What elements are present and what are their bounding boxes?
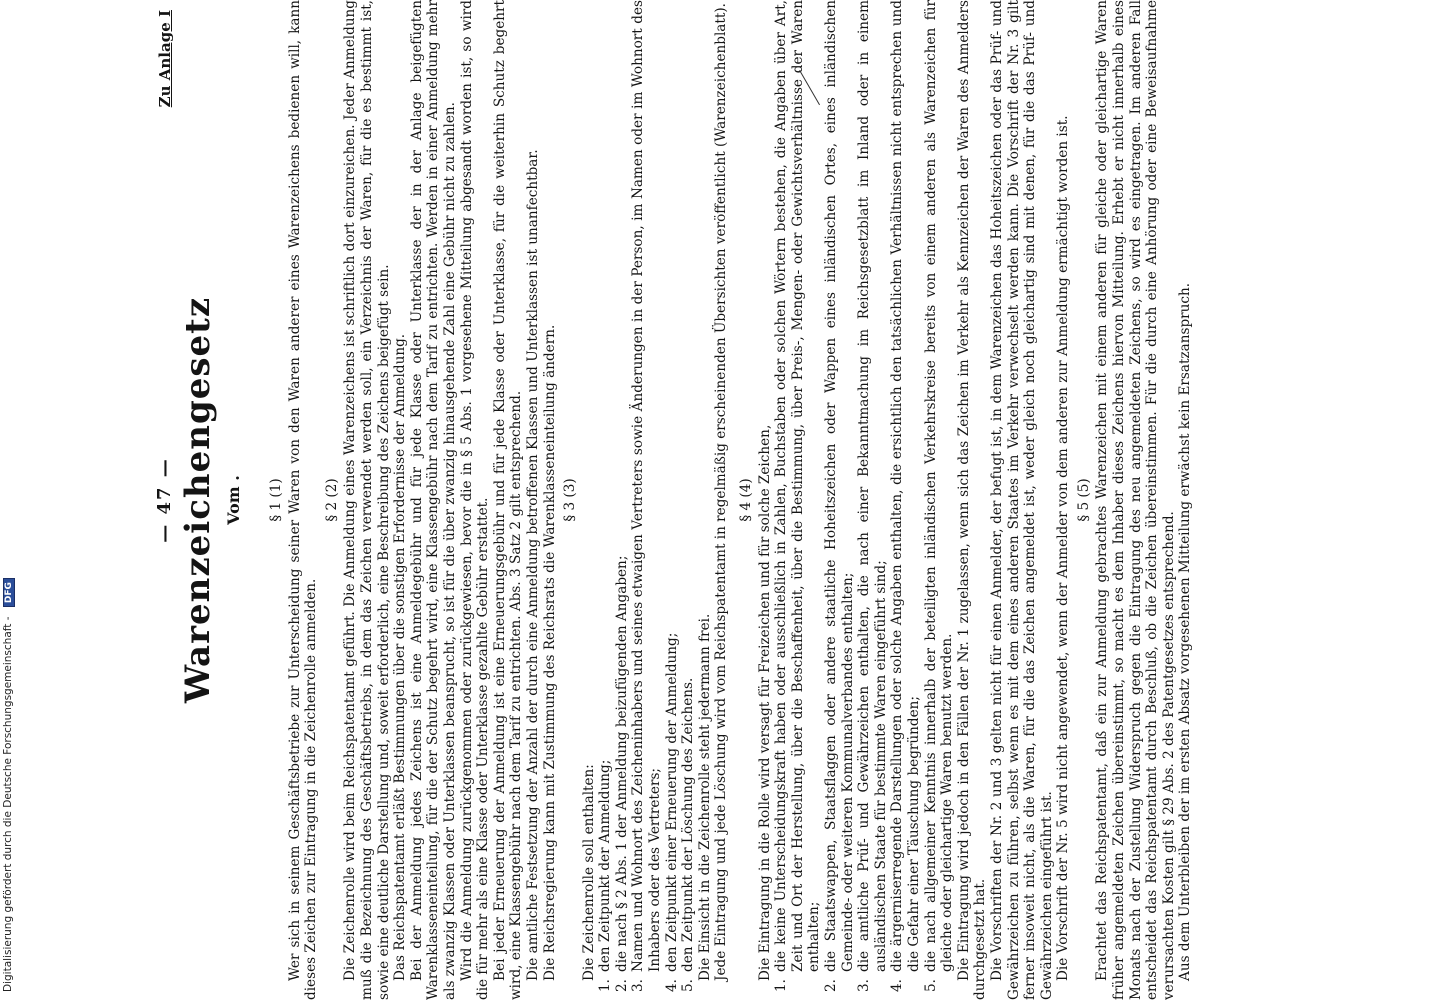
paragraph: Bei der Anmeldung jedes Zeichens ist eine Anmeldegebühr und für jede Klasse oder Unterklasse der in der Anlage beigefügten Warenklasseneinteilung, für die der Schutz begehrt wird, eine Klassengebühr nach dem Tarif zu entrichten. Werden in einer Anmeldung mehr als zwanzig Klassen oder Unterklassen beansprucht, so ist für die über zwanzig hinausgehende Zahl eine Gebühr nicht zu zahlen. (408, 0, 458, 1000)
dfg-logo: DFG (3, 578, 15, 607)
paragraph: Erachtet das Reichspatentamt, daß ein zur Anmeldung gebrachtes Warenzeichen mit einem anderen für gleiche oder gleichartige Waren früher angemeldeten Zeichen übereinstimmt, so macht es dem Inhaber dieses Zeichens hiervon Mitteilung. Erhebt er nicht innerhalb eines Monats nach der Zustellung Widerspruch gegen die Eintragung des neu angemeldeten Zeichens, so wird es eingetragen. Im anderen Fall entscheidet das Reichspatentamt durch Beschluß, ob die Zeichen übereinstimmen. Für die durch eine Anhörung oder eine Beweisaufnahme verursachten Kosten gilt § 29 Abs. 2 des Patentgesetzes entsprechend. (1094, 0, 1177, 1000)
paragraph: Das Reichspatentamt erläßt Bestimmungen über die sonstigen Erfordernisse der Anmeldung. (392, 333, 409, 981)
paragraph: Die amtliche Festsetzung der Anzahl der durch eine Anmeldung betroffenen Klassen und Unterklassen ist unanfechtbar. (524, 149, 541, 981)
paragraph: Die Vorschrift der Nr. 5 wird nicht angewendet, wenn der Anmelder von dem anderen zur Anmeldung ermächtigt worden ist. (1055, 115, 1072, 981)
paragraph: Wer sich in seinem Geschäftsbetriebe zur Unterscheidung seiner Waren von den Waren anderer eines Warenzeichens bedienen will, kann dieses Zeichen zur Eintragung in die Zeichenrolle anmelden. (286, 0, 320, 1000)
page-number: — 47 — (154, 457, 175, 543)
list-text: die ärgerniserregende Darstellungen oder solche Angaben enthalten, die ersichtlich den tatsächlichen Verhältnissen nicht entsprechen und die Gefahr einer Täuschung begründen; (889, 0, 922, 972)
section-heading: § 1 (1) (268, 478, 284, 522)
list-item (680, 0, 697, 992)
paragraph: Die Eintragung wird jedoch in den Fällen der Nr. 1 zugelassen, wenn sich das Zeichen im Verkehr als Kennzeichen der Waren des Anmelders durchgesetzt hat. (955, 0, 989, 1000)
law-title: Warenzeichengesetz (178, 296, 218, 704)
list-text: den Zeitpunkt einer Erneuerung der Anmeldung; (663, 632, 680, 972)
list-text: die keine Unterscheidungskraft haben oder ausschließlich in Zahlen, Buchstaben oder solchen Wörtern bestehen, die Angaben über Art, Zeit und Ort der Herstellung, über die Beschaffenheit, über die Bestimmung, über Preis-, Mengen- oder Gewichtsverhältnisse der Waren enthalten; (773, 0, 823, 972)
section-heading: § 2 (2) (323, 478, 340, 522)
paragraph: Wird die Anmeldung zurückgenommen oder zurückgewiesen, bevor die in § 5 Abs. 1 vorgesehene Mitteilung abgesandt worden ist, so wird die für mehr als eine Klasse oder Unterklasse gezahlte Gebühr erstattet. (458, 0, 492, 1000)
list-item (613, 0, 631, 992)
list-item (856, 0, 889, 992)
law-subtitle: Vom . (224, 475, 243, 525)
list-number: 4. (663, 979, 680, 992)
list-number: 2. (822, 979, 839, 992)
list-text: die amtliche Prüf- und Gewährzeichen enthalten, die nach einer Bekanntmachung im Reichsgesetzblatt im Inland oder in einem ausländischen Staate für bestimmte Waren eingeführt sind; (856, 0, 889, 972)
list-number: 3. (630, 979, 647, 992)
list-item (822, 0, 856, 992)
list-item (597, 0, 614, 992)
list-text: den Zeitpunkt der Löschung des Zeichens. (680, 677, 697, 972)
list-text: den Zeitpunkt der Anmeldung; (597, 759, 614, 972)
list-text: Namen und Wohnort des Zeicheninhabers und seines etwaigen Vertreters sowie Änderungen in der Person, im Namen oder im Wohnort des Inhabers oder des Vertreters; (630, 0, 664, 972)
paragraph: Die Reichsregierung kann mit Zustimmung des Reichsrats die Warenklasseneinteilung ändern. (541, 324, 558, 981)
paragraph: Die Zeichenrolle wird beim Reichspatentamt geführt. Die Anmeldung eines Warenzeichens ist schriftlich dort einzureichen. Jeder Anmeldung muß die Bezeichnung des Geschäftsbetriebs, in dem das Zeichen verwendet werden soll, ein Verzeichnis der Waren, für die es bestimmt ist, sowie eine deutliche Darstellung und, soweit erforderlich, eine Beschreibung des Zeichens beigefügt sein. (342, 0, 392, 1000)
list-item (630, 0, 664, 992)
paragraph: Die Zeichenrolle soll enthalten: (580, 764, 597, 981)
list-number: 1. (773, 979, 790, 992)
paragraph: Aus dem Unterbleiben der im ersten Absatz vorgesehenen Mitteilung erwächst kein Ersatzanspruch. (1177, 282, 1194, 981)
scanned-page (40, 0, 1434, 1000)
text-column-left (264, 0, 730, 1000)
digitization-notice (2, 2, 15, 992)
paragraph: Jede Eintragung und jede Löschung wird vom Reichspatentamt in regelmäßig erscheinenden Übersichten veröffentlicht (Warenzeichenblatt). (713, 3, 730, 981)
list-number: 1. (597, 979, 614, 992)
digitization-notice-text: Digitalisierung gefördert durch die Deutsche Forschungsgemeinschaft - (2, 616, 14, 992)
section-heading: § 5 (5) (1075, 478, 1092, 522)
paragraph: Bei jeder Erneuerung der Anmeldung ist eine Erneuerungsgebühr und für jede Klasse oder Unterklasse, für die weiterhin Schutz begehrt wird, eine Klassengebühr nach dem Tarif zu entrichten. Abs. 3 Satz 2 gilt entsprechend. (491, 0, 525, 1000)
paragraph: Die Eintragung in die Rolle wird versagt für Freizeichen und für solche Zeichen, (756, 424, 773, 981)
list-text: die nach allgemeiner Kenntnis innerhalb der beteiligten inländischen Verkehrskreise bereits von einem anderen als Warenzeichen für gleiche oder gleichartige Waren benutzt werden. (922, 0, 956, 972)
paragraph: Die Vorschriften der Nr. 2 und 3 gelten nicht für einen Anmelder, der befugt ist, in dem Warenzeichen das Hoheitszeichen oder das Prüf- und Gewährzeichen zu führen, selbst wenn es mit dem eines anderen Staates im Verkehr verwechselt werden kann. Die Vorschrift der Nr. 3 gilt ferner insoweit nicht, als die Waren, für die das Zeichen angemeldet ist, weder gleich noch gleichartig sind mit denen, für die das Prüf- und Gewährzeichen eingeführt ist. (988, 0, 1055, 1000)
list-text: die Staatswappen, Staatsflaggen oder andere staatliche Hoheitszeichen oder Wappen eines inländischen Ortes, eines inländischen Gemeinde- oder weiteren Kommunalverbandes enthalten; (822, 0, 856, 972)
list-number: 5. (922, 979, 939, 992)
section-heading: § 3 (3) (562, 478, 579, 522)
list-number: 2. (613, 979, 630, 992)
section-heading: § 4 (4) (738, 478, 754, 522)
list-number: 3. (856, 979, 873, 992)
page-header (154, 0, 264, 1000)
list-item (773, 0, 823, 992)
text-column-right (734, 0, 1194, 1000)
list-item (922, 0, 956, 992)
list-item (663, 0, 681, 992)
digitization-strip (0, 0, 22, 1000)
annex-label: Zu Anlage I (156, 10, 174, 108)
paragraph: Die Einsicht in die Zeichenrolle steht jedermann frei. (696, 613, 713, 981)
list-item (889, 0, 922, 992)
list-number: 5. (680, 979, 697, 992)
list-number: 4. (889, 979, 906, 992)
list-text: die nach § 2 Abs. 1 der Anmeldung beizufügenden Angaben; (613, 555, 630, 972)
